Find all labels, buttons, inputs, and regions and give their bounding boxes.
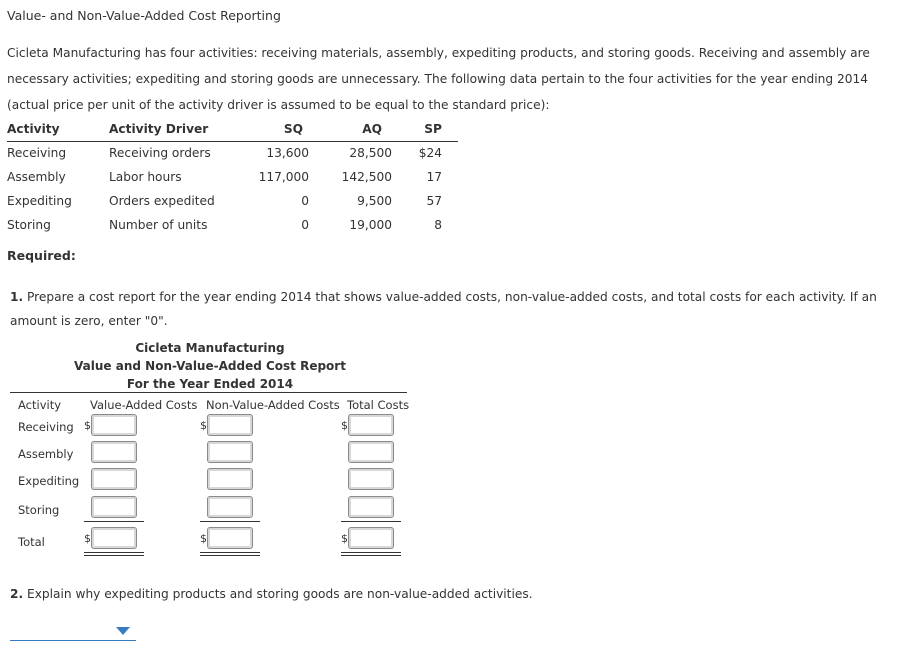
cell-sq: 117,000 [258,170,309,184]
cell-driver: Orders expedited [109,194,215,208]
cell-aq: 9,500 [357,194,392,208]
header-aq: AQ [309,117,392,141]
cell-activity: Assembly [7,170,66,184]
activity-data-table [7,117,458,237]
dollar-sign: $ [84,532,91,545]
dollar-sign: $ [341,532,348,545]
row-expediting-label: Expediting [18,474,80,488]
row-total-label: Total [18,535,45,549]
dollar-sign: $ [84,419,91,432]
cell-aq: 142,500 [341,170,392,184]
total-double-rule [341,552,401,556]
cell-sp: $24 [418,146,442,161]
cell-sp: 57 [426,194,442,208]
assembly-value-added-input[interactable] [91,441,137,463]
cell-driver: Number of units [109,218,208,232]
question-2 [10,587,533,601]
cell-sp: 17 [426,170,442,184]
page-heading: Value- and Non-Value-Added Cost Reporting [7,8,281,23]
row-receiving-label: Receiving [18,420,74,434]
cell-activity: Expediting [7,194,72,208]
chevron-down-icon [116,627,130,635]
question-2-text: Explain why expediting products and storing goods are non-value-added activities. [27,587,533,601]
report-header-rule [10,392,407,393]
report-company: Cicleta Manufacturing [135,341,285,355]
subtotal-rule [341,521,401,522]
header-sp: SP [392,117,458,141]
cell-sq: 0 [301,218,309,232]
storing-value-added-input[interactable] [91,496,137,518]
total-total-input[interactable] [348,527,394,549]
header-activity-driver: Activity Driver [109,117,257,141]
header-sq: SQ [257,117,309,141]
table-row [7,141,458,165]
subtotal-rule [84,521,144,522]
receiving-value-added-input[interactable] [91,414,137,436]
storing-non-value-added-input[interactable] [207,496,253,518]
cell-sp: 8 [434,218,442,232]
storing-total-input[interactable] [348,496,394,518]
total-non-value-added-input[interactable] [207,527,253,549]
dollar-sign: $ [200,419,207,432]
receiving-total-input[interactable] [348,414,394,436]
row-storing-label: Storing [18,503,60,517]
problem-intro: Cicleta Manufacturing has four activities: receiving materials, assembly, expediting products, and storing goods. Receiving and assembly are necessary activities; expediting and storing goods are unnecessary. The following data pertain to the four activities for the year ending 2014 (actual price per unit of the activity driver is assumed to be equal to the standard price): [7,46,870,112]
assembly-non-value-added-input[interactable] [207,441,253,463]
table-row [7,165,458,189]
cell-sq: 0 [301,194,309,208]
cell-activity: Storing [7,218,51,232]
header-activity: Activity [7,117,109,141]
cell-activity: Receiving [7,146,67,161]
col-total-costs: Total Costs [347,398,410,412]
col-activity: Activity [18,398,62,412]
subtotal-rule [200,521,260,522]
row-assembly-label: Assembly [18,447,74,461]
report-period: For the Year Ended 2014 [126,377,294,391]
total-double-rule [84,552,144,556]
dollar-sign: $ [341,419,348,432]
report-title: Value and Non-Value-Added Cost Report [74,359,346,373]
receiving-non-value-added-input[interactable] [207,414,253,436]
required-label: Required: [7,248,76,263]
cell-driver: Receiving orders [109,146,211,161]
table-row [7,213,458,237]
col-value-added: Value-Added Costs [90,398,198,412]
expediting-total-input[interactable] [348,468,394,490]
cell-driver: Labor hours [109,170,182,184]
explanation-dropdown[interactable] [10,624,136,641]
table-row [7,189,458,213]
question-1-text: Prepare a cost report for the year ending 2014 that shows value-added costs, non-value-added costs, and total costs for each activity. If an amount is zero, enter "0". [10,290,877,328]
cell-aq: 19,000 [349,218,392,232]
question-2-number: 2. [10,587,24,601]
cell-aq: 28,500 [349,146,392,161]
expediting-non-value-added-input[interactable] [207,468,253,490]
assembly-total-input[interactable] [348,441,394,463]
question-1 [10,285,900,333]
total-value-added-input[interactable] [91,527,137,549]
expediting-value-added-input[interactable] [91,468,137,490]
col-non-value-added: Non-Value-Added Costs [206,398,340,412]
question-1-number: 1. [10,290,24,304]
table-header-row [7,117,458,141]
cell-sq: 13,600 [266,146,309,161]
total-double-rule [200,552,260,556]
dollar-sign: $ [200,532,207,545]
